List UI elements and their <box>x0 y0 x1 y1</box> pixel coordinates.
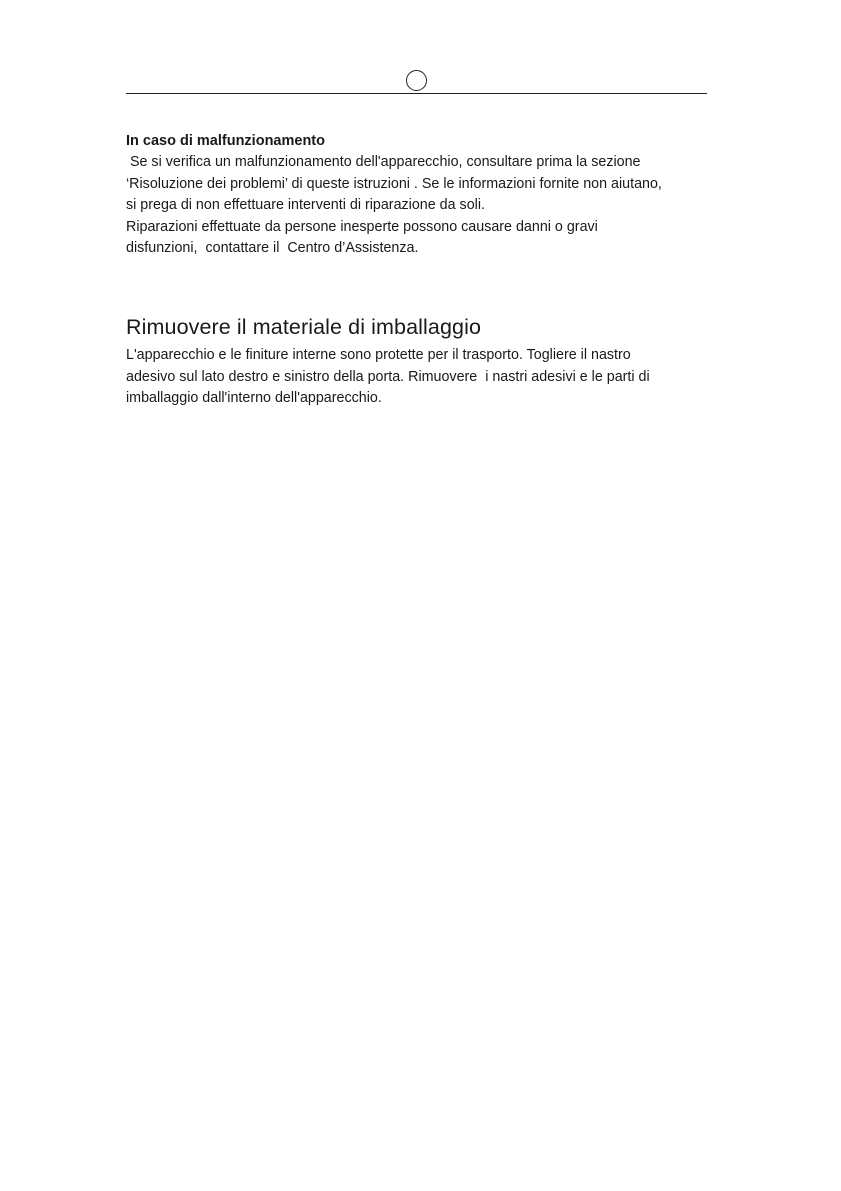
malfunction-paragraph <box>126 152 716 260</box>
circle-outline-icon <box>406 70 427 91</box>
paragraph-line: adesivo sul lato destro e sinistro della porta. Rimuovere i nastri adesivi e le parti di <box>126 368 650 385</box>
malfunction-title: In caso di malfunzionamento <box>126 133 325 149</box>
paragraph-line: disfunzioni, contattare il Centro d’Assistenza. <box>126 240 419 257</box>
paragraph-line: si prega di non effettuare interventi di riparazione da soli. <box>126 197 485 214</box>
packaging-paragraph <box>126 345 716 410</box>
malfunction-section <box>126 130 716 260</box>
packaging-section <box>126 312 716 410</box>
paragraph-line: imballaggio dall'interno dell'apparecchio. <box>126 390 382 407</box>
packaging-title: Rimuovere il materiale di imballaggio <box>126 315 482 339</box>
paragraph-line: L'apparecchio e le finiture interne sono protette per il trasporto. Togliere il nastro <box>126 347 631 363</box>
header-rule <box>126 93 707 94</box>
paragraph-line: Riparazioni effettuate da persone inesperte possono causare danni o gravi <box>126 218 598 235</box>
paragraph-line: ‘Risoluzione dei problemi’ di queste istruzioni . Se le informazioni fornite non aiutano, <box>126 175 662 192</box>
paragraph-line: Se si verifica un malfunzionamento dell'apparecchio, consultare prima la sezione <box>126 154 641 170</box>
